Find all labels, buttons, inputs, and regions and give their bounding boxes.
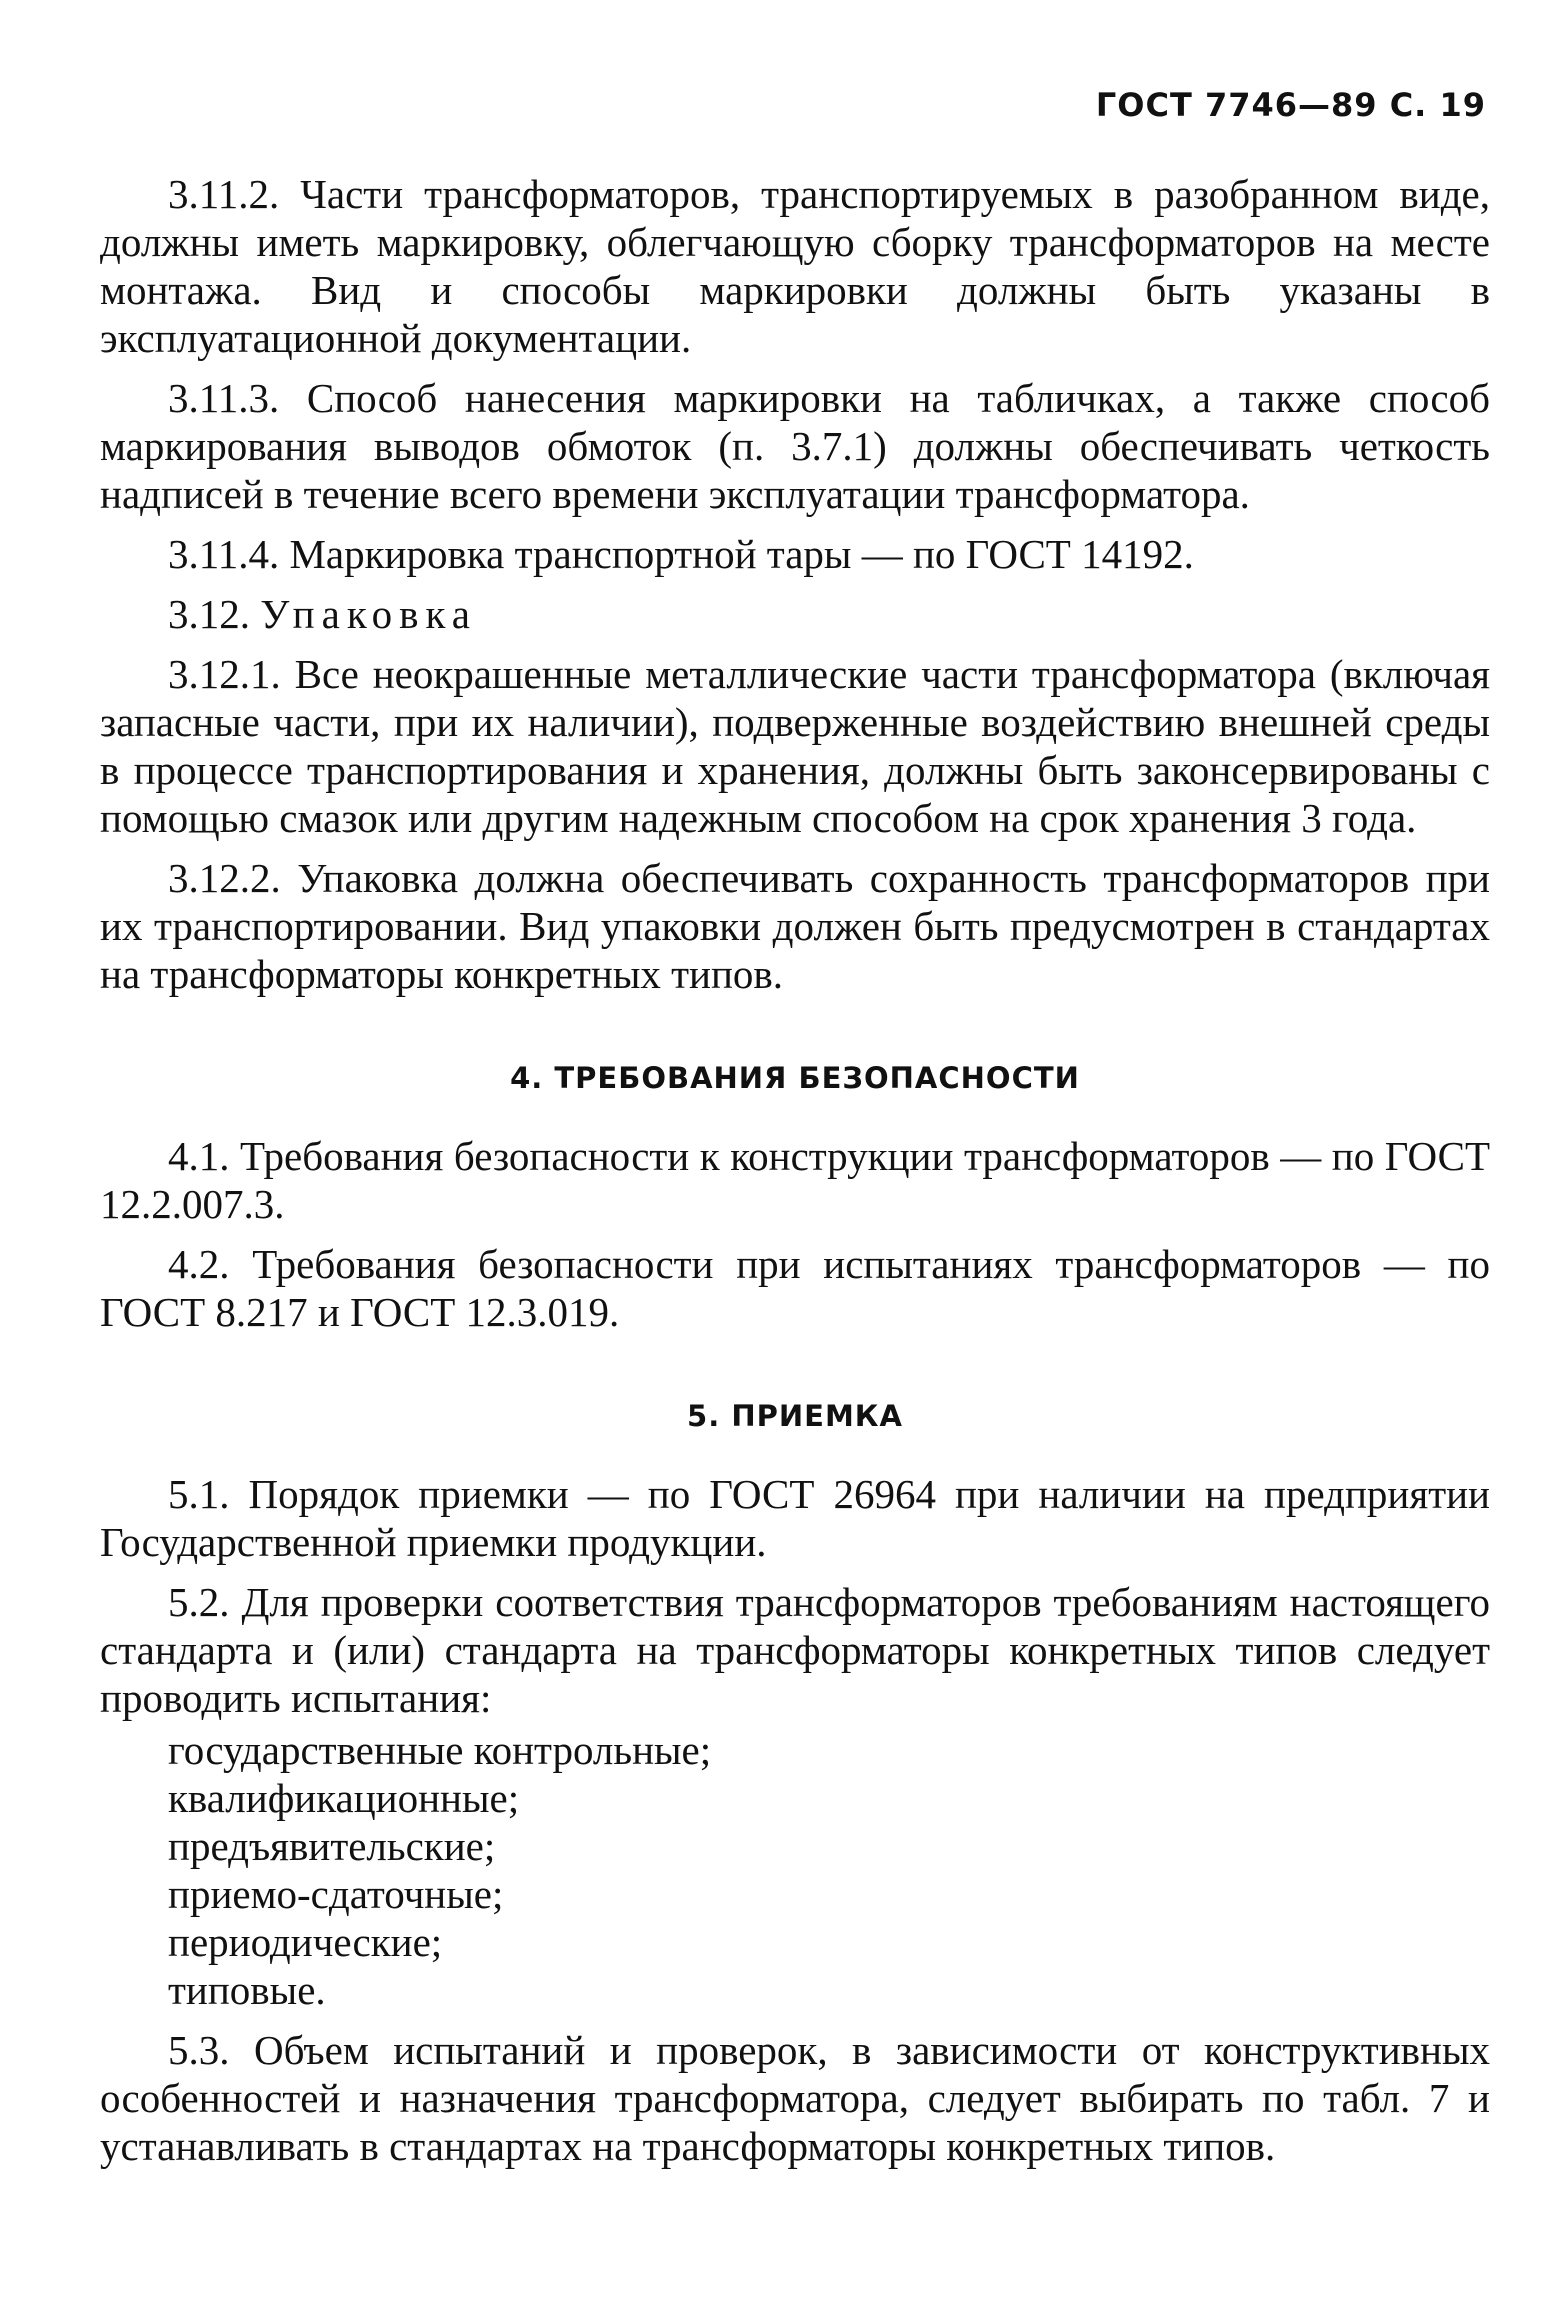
list-item: государственные контрольные; [168, 1727, 712, 1773]
paragraph-4-1: 4.1. Требования безопасности к конструкции трансформаторов — по ГОСТ 12.2.007.3. [100, 1133, 1490, 1227]
test-types-list [100, 1726, 1490, 2014]
paragraph-5-3: 5.3. Объем испытаний и проверок, в зависимости от конструктивных особенностей и назначения трансформатора, следует выбирать по табл. 7 и устанавливать в стандартах на трансформаторы конкретных типов. [100, 2027, 1490, 2169]
paragraph-3-12-2: 3.12.2. Упаковка должна обеспечивать сохранность трансформаторов при их транспортировании. Вид упаковки должен быть предусмотрен в стандартах на трансформаторы конкретных типов. [100, 855, 1490, 997]
paragraph-5-1: 5.1. Порядок приемки — по ГОСТ 26964 при наличии на предприятии Государственной приемки продукции. [100, 1471, 1490, 1565]
list-item: типовые. [168, 1967, 326, 2013]
subsection-number: 3.12. [168, 591, 250, 637]
subsection-title: Упаковка [260, 591, 478, 637]
page-body [100, 170, 1490, 2182]
paragraph-5-2: 5.2. Для проверки соответствия трансформаторов требованиям настоящего стандарта и (или) стандарта на трансформаторы конкретных типов следует проводить испытания: [100, 1579, 1490, 1721]
list-item: квалификационные; [168, 1775, 520, 1821]
list-item: периодические; [168, 1919, 443, 1965]
paragraph-3-11-3: 3.11.3. Способ нанесения маркировки на табличках, а также способ маркирования выводов обмоток (п. 3.7.1) должны обеспечивать четкость надписей в течение всего времени эксплуатации трансформатора. [100, 375, 1490, 517]
running-header: ГОСТ 7746—89 С. 19 [1095, 86, 1486, 124]
paragraph-3-12-1: 3.12.1. Все неокрашенные металлические части трансформатора (включая запасные части, при их наличии), подверженные воздействию внешней среды в процессе транспортирования и хранения, должны быть законсервированы с помощью смазок или другим надежным способом на срок хранения 3 года. [100, 651, 1490, 841]
paragraph-4-2: 4.2. Требования безопасности при испытаниях трансформаторов — по ГОСТ 8.217 и ГОСТ 12.3.019. [100, 1241, 1490, 1335]
paragraph-3-11-4: 3.11.4. Маркировка транспортной тары — по ГОСТ 14192. [168, 531, 1194, 577]
list-item: предъявительские; [168, 1823, 496, 1869]
section-4-heading: 4. ТРЕБОВАНИЯ БЕЗОПАСНОСТИ [510, 1061, 1080, 1095]
list-item: приемо-сдаточные; [168, 1871, 504, 1917]
section-5-heading: 5. ПРИЕМКА [687, 1399, 903, 1433]
subsection-3-12-title [100, 590, 1490, 638]
paragraph-3-11-2: 3.11.2. Части трансформаторов, транспортируемых в разобранном виде, должны иметь маркировку, облегчающую сборку трансформаторов на месте монтажа. Вид и способы маркировки должны быть указаны в эксплуатационной документации. [100, 171, 1490, 361]
